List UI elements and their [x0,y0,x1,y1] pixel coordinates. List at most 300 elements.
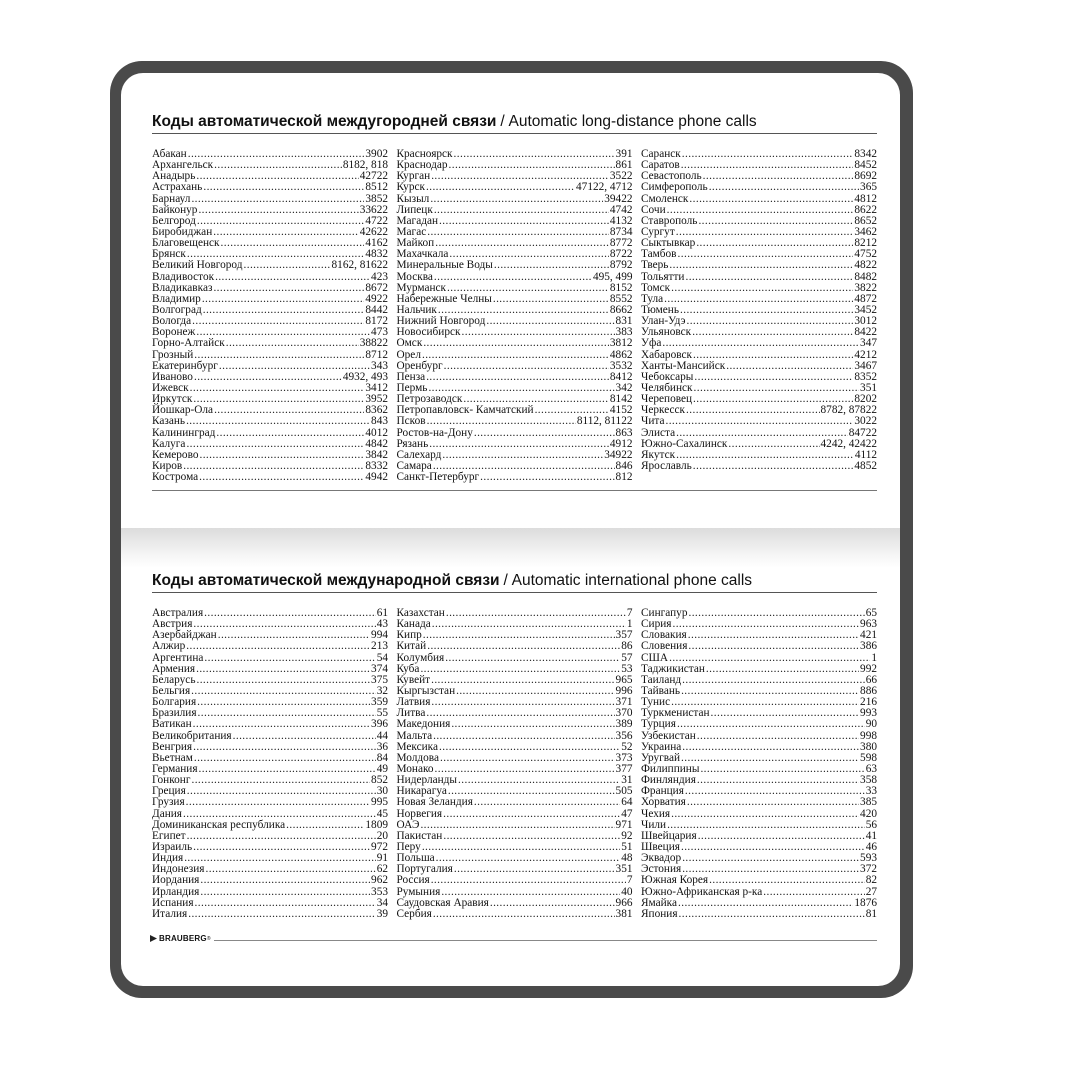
city-name: Грузия [152,796,185,809]
dot-leader [194,753,376,764]
city-name: Нальчик [396,303,437,316]
dot-leader [186,797,370,808]
city-name: Омск [396,337,423,350]
city-name: Китай [396,640,427,653]
phone-code: 993 [860,707,877,720]
list-item [641,327,877,338]
dot-leader [432,619,626,630]
city-name: Курган [396,170,431,183]
phone-code: 8772 [609,237,633,250]
phone-code: 3812 [609,337,633,350]
city-name: Ирландия [152,885,200,898]
dot-leader [454,149,615,160]
dot-leader [681,842,865,853]
city-name: Ярославль [641,459,692,472]
list-item [152,182,388,193]
phone-code: 48 [621,852,633,865]
city-name: Тула [641,292,664,305]
city-name: Краснодар [396,159,448,172]
city-name: Сургут [641,225,675,238]
dot-leader [706,664,859,675]
phone-code: 8552 [609,292,633,305]
phone-code: 358 [860,774,877,787]
dot-leader [490,898,615,909]
list-item [641,216,877,227]
list-item [152,450,388,461]
phone-code: 863 [615,426,633,439]
phone-code: 377 [615,762,633,775]
city-name: Куба [396,662,420,675]
dot-leader [682,742,859,753]
city-name: Грозный [152,348,194,361]
list-item [397,350,633,361]
phone-code: 852 [371,774,388,787]
dot-leader [431,675,614,686]
list-item [641,641,877,652]
list-item [152,820,388,831]
phone-code: 49 [376,762,388,775]
dot-leader [692,327,853,338]
phone-code: 8452 [854,159,877,172]
phone-code: 8342 [854,148,877,160]
dot-leader [426,182,575,193]
dot-leader [726,361,853,372]
list-item [641,283,877,294]
dot-leader [196,675,370,686]
dot-leader [213,227,359,238]
list-item [397,361,633,372]
phone-code: 4132 [609,214,633,227]
city-name: Пермь [396,381,428,394]
list-item [641,686,877,697]
phone-code: 54 [376,651,388,664]
phone-code: 8422 [854,326,877,339]
phone-code: 4012 [365,426,388,439]
city-name: Владикавказ [152,281,213,294]
list-item [641,797,877,808]
phone-code: 4242, 42422 [820,437,877,450]
phone-code: 55 [376,707,388,720]
phone-code: 4912 [609,437,633,450]
dot-leader [194,350,364,361]
list-item [397,338,633,349]
dot-leader [186,439,364,450]
list-item [641,405,877,416]
dot-leader [678,898,853,909]
city-name: Элиста [641,426,676,439]
list-item [152,775,388,786]
list-item [641,249,877,260]
phone-code: 216 [860,696,877,709]
dot-leader [451,719,614,730]
dot-leader [456,686,614,697]
phone-code: 63 [865,762,877,775]
city-name: Чехия [641,807,671,820]
phone-code: 47 [621,807,633,820]
phone-code: 27 [865,885,877,898]
phone-code: 420 [860,807,877,820]
city-name: Великобритания [152,729,232,742]
phone-code: 3532 [609,359,633,372]
dot-leader [188,149,365,160]
dot-leader [430,194,603,205]
list-item [397,182,633,193]
city-name: Перу [396,840,421,853]
list-item [152,887,388,898]
city-name: Калининград [152,426,216,439]
city-name: Австралия [152,607,204,619]
phone-code: 421 [860,629,877,642]
list-item [152,898,388,909]
dot-leader [191,775,370,786]
city-name: Норвегия [396,807,443,820]
city-name: Южно-Сахалинск [641,437,728,450]
international-column [397,608,633,920]
city-name: Никарагуа [396,785,447,798]
list-item [397,719,633,730]
list-item [397,898,633,909]
dot-leader [686,316,853,327]
list-item [397,160,633,171]
phone-code: 84722 [848,426,877,439]
dot-leader [431,875,626,886]
city-name: Ямайка [641,896,677,909]
phone-code: 342 [615,381,633,394]
city-name: Алжир [152,640,186,653]
dot-leader [671,283,853,294]
phone-code: 64 [621,796,633,809]
phone-code: 43 [376,618,388,631]
phone-code: 8622 [854,203,877,216]
list-item [152,875,388,886]
dot-leader [198,708,376,719]
phone-code: 86 [621,640,633,653]
city-name: Тольятти [641,270,685,283]
brand-mark-icon [150,935,157,942]
city-name: Канада [396,618,431,631]
international-column [641,608,877,920]
city-name: Кувейт [396,673,431,686]
phone-code: 33 [865,785,877,798]
phone-code: 3452 [854,303,877,316]
phone-code: 3902 [365,148,388,160]
city-name: Тюмень [641,303,679,316]
dot-leader [700,764,864,775]
dot-leader [427,641,620,652]
dot-leader [681,753,859,764]
list-item [641,719,877,730]
phone-code: 8712 [365,348,388,361]
city-name: Красноярск [396,148,453,160]
city-name: Байконур [152,203,198,216]
city-name: Бельгия [152,684,191,697]
dot-leader [435,238,609,249]
phone-code: 3022 [854,415,877,428]
list-item [152,641,388,652]
city-name: Саратов [641,159,680,172]
dot-leader [458,775,620,786]
phone-code: 8722 [609,248,633,261]
list-item [152,428,388,439]
city-name: Минеральные Воды [396,259,493,272]
phone-code: 4922 [365,292,388,305]
long-distance-column [641,149,877,483]
city-name: Ханты-Мансийск [641,359,726,372]
phone-code: 3412 [365,381,388,394]
phone-code: 423 [371,270,388,283]
dot-leader [199,450,364,461]
phone-code: 8652 [854,214,877,227]
city-name: Египет [152,829,186,842]
dot-leader [676,428,848,439]
dot-leader [434,205,609,216]
dot-leader [204,653,375,664]
list-item [397,450,633,461]
city-name: Таиланд [641,673,682,686]
city-name: Иордания [152,874,200,887]
dot-leader [439,216,609,227]
phone-code: 57 [621,651,633,664]
list-item [152,350,388,361]
dot-leader [218,630,370,641]
list-item [152,338,388,349]
city-name: Вологда [152,315,192,328]
city-name: Гонконг [152,774,191,787]
dot-leader [198,205,358,216]
city-name: Хабаровск [641,348,693,361]
dot-leader [244,260,331,271]
list-item [152,786,388,797]
dot-leader [215,272,370,283]
phone-code: 371 [615,696,633,709]
phone-code: 7 [626,874,633,887]
list-item [152,797,388,808]
city-name: Барнаул [152,192,191,205]
city-name: Франция [641,785,684,798]
city-name: Кипр [396,629,422,642]
dot-leader [203,305,365,316]
city-name: Иркутск [152,393,193,406]
dot-leader [449,160,615,171]
phone-code: 996 [615,684,633,697]
city-name: Горно-Алтайск [152,337,225,350]
phone-code: 380 [860,740,877,753]
city-name: Киров [152,459,183,472]
city-name: Челябинск [641,381,693,394]
city-name: Казань [152,415,186,428]
list-item [641,416,877,427]
phone-code: 4852 [854,459,877,472]
dot-leader [462,327,615,338]
dot-leader [199,472,364,483]
city-name: Филиппины [641,762,700,775]
city-name: Япония [641,907,678,920]
city-name: Греция [152,785,186,798]
phone-code: 213 [371,640,388,653]
dot-leader [665,416,853,427]
dot-leader [191,686,376,697]
phone-code: 353 [371,885,388,898]
heading-separator: / [500,113,505,130]
phone-code: 351 [615,863,633,876]
city-name: Сыктывкар [641,237,696,250]
brand-name: BRAUBERG [159,934,207,943]
city-name: Пенза [396,370,426,383]
dot-leader [196,171,358,182]
dot-leader [429,439,609,450]
dot-leader [193,394,364,405]
phone-code: 831 [615,315,633,328]
phone-code: 374 [371,662,388,675]
phone-code: 42722 [359,170,388,183]
list-item [397,260,633,271]
list-item [152,416,388,427]
city-name: Болгария [152,696,197,709]
phone-code: 998 [860,729,877,742]
city-name: Санкт-Петербург [396,471,480,484]
dot-leader [197,697,370,708]
phone-code: 8362 [365,404,388,417]
phone-code: 34922 [604,448,633,461]
dot-leader [191,194,364,205]
dot-leader [426,372,609,383]
city-name: Кемерово [152,448,199,461]
dot-leader [662,338,859,349]
phone-code: 4932, 493 [342,370,388,383]
city-name: Пакистан [396,829,443,842]
phone-code: 3467 [854,359,877,372]
city-name: Австрия [152,618,193,631]
dot-leader [678,249,854,260]
phone-code: 8412 [609,370,633,383]
city-name: Воронеж [152,326,196,339]
dot-leader [433,731,614,742]
phone-code: 8332 [365,459,388,472]
city-name: Екатеринбург [152,359,218,372]
list-item [397,630,633,641]
phone-code: 391 [615,148,633,160]
phone-code: 351 [860,381,877,394]
city-name: Курск [396,181,425,194]
list-item [641,428,877,439]
city-name: Магадан [396,214,439,227]
dot-leader [682,864,859,875]
phone-code: 495, 499 [592,270,633,283]
phone-code: 383 [615,326,633,339]
dot-leader [187,831,376,842]
city-name: Чебоксары [641,370,694,383]
list-item [397,697,633,708]
city-name: Петрозаводск [396,393,463,406]
phone-code: 372 [860,863,877,876]
dot-leader [195,898,376,909]
dot-leader [689,194,853,205]
list-item [641,809,877,820]
phone-code: 56 [865,818,877,831]
dot-leader [693,461,854,472]
phone-code: 4162 [365,237,388,250]
dot-leader [431,697,614,708]
dot-leader [214,405,364,416]
city-name: Уругвай [641,751,681,764]
phone-code: 4832 [365,248,388,261]
city-name: Смоленск [641,192,689,205]
list-item [397,327,633,338]
dot-leader [436,853,621,864]
dot-leader [286,820,364,831]
phone-code: 4752 [854,248,877,261]
dot-leader [697,731,859,742]
city-name: Великий Новгород [152,259,243,272]
phone-code: 861 [615,159,633,172]
city-name: Азербайджан [152,629,217,642]
phone-code: 8734 [609,225,633,238]
phone-code: 1809 [365,818,388,831]
phone-code: 51 [621,840,633,853]
phone-code: 38822 [359,337,388,350]
dot-leader [685,272,853,283]
phone-code: 8672 [365,281,388,294]
dot-leader [186,416,370,427]
city-name: Италия [152,907,188,920]
phone-code: 32 [376,684,388,697]
dot-leader [187,786,376,797]
phone-code: 8172 [365,315,388,328]
phone-code: 82 [865,874,877,887]
phone-code: 4812 [854,192,877,205]
phone-code: 92 [621,829,633,842]
city-name: Аргентина [152,651,204,664]
dot-leader [680,305,853,316]
city-name: Якутск [641,448,676,461]
list-item [397,416,633,427]
city-name: Бразилия [152,707,197,720]
city-name: Финляндия [641,774,696,787]
dot-leader [480,472,614,483]
dot-leader [433,909,615,920]
phone-code: 91 [376,852,388,865]
dot-leader [183,809,376,820]
long-distance-column [152,149,388,483]
dot-leader [474,797,620,808]
phone-code: 8792 [609,259,633,272]
dot-leader [443,809,620,820]
phone-code: 4822 [854,259,877,272]
list-item [641,909,877,920]
phone-code: 347 [860,337,877,350]
phone-code: 66 [865,673,877,686]
phone-code: 3842 [365,448,388,461]
city-name: Кострома [152,471,199,484]
city-name: Ульяновск [641,326,692,339]
city-name: Астрахань [152,181,203,194]
dot-leader [200,875,370,886]
list-item [152,405,388,416]
heading-separator: / [503,572,508,589]
phone-code: 505 [615,785,633,798]
city-name: Мальта [396,729,433,742]
dot-leader [697,775,859,786]
list-item [397,608,633,619]
city-name: Саранск [641,148,681,160]
dot-leader [423,338,609,349]
list-item [152,809,388,820]
city-name: Молдова [396,751,439,764]
city-name: Литва [396,707,426,720]
city-name: Самара [396,459,432,472]
dot-leader [206,864,376,875]
phone-code: 962 [371,874,388,887]
